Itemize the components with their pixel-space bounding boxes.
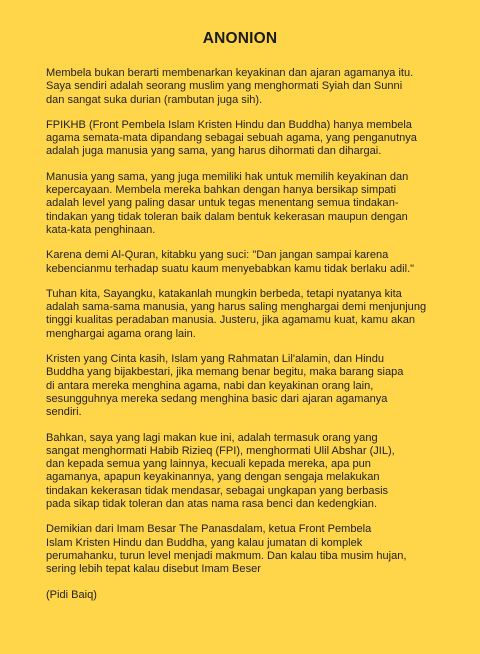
text-line: Buddha yang bijakbestari, jika memang benar begitu, maka barang siapa [46, 366, 404, 379]
document-title: ANONION [202, 30, 278, 47]
text-line: agama semata-mata dipandang sebagai sebuah agama, yang penganutnya [46, 132, 417, 145]
text-line: tinggi kualitas peradaban manusia. Justeru, jika agamamu kuat, kamu akan [46, 314, 416, 327]
paragraph-7 [46, 432, 462, 512]
text-line: agamanya, apapun keyakinannya, yang dengan sengaja melakukan [46, 471, 380, 484]
signature-paragraph [46, 589, 462, 602]
text-line: perumahanku, turun level menjadi makmum. Dan kalau tiba musim hujan, [46, 549, 407, 562]
text-line: sendiri. [46, 406, 82, 419]
text-line: FPIKHB (Front Pembela Islam Kristen Hindu dan Buddha) hanya membela [46, 118, 412, 131]
text-line: Bahkan, saya yang lagi makan kue ini, adalah termasuk orang yang [46, 431, 378, 444]
author-signature: (Pidi Baiq) [46, 588, 97, 601]
text-line: Demikian dari Imam Besar The Panasdalam, ketua Front Pembela [46, 523, 372, 536]
text-line: Membela bukan berarti membenarkan keyakinan dan ajaran agamanya itu. [46, 67, 414, 79]
text-line: Saya sendiri adalah seorang muslim yang menghormati Syiah dan Sunni [46, 80, 403, 93]
paragraph-5 [46, 288, 462, 341]
text-line: di antara mereka menghina agama, nabi dan keyakinan orang lain, [46, 379, 374, 392]
text-line: dan kepada semua yang lainnya, kecuali kepada mereka, apa pun [46, 458, 371, 471]
text-line: sangat menghormati Habib Rizieq (FPI), menghormati Ulil Abshar (JIL), [46, 444, 395, 457]
text-line: menghargai agama orang lain. [46, 327, 196, 340]
text-line: Islam Kristen Hindu dan Buddha, yang kalau jumatan di komplek [46, 536, 363, 549]
text-line: Tuhan kita, Sayangku, katakanlah mungkin berbeda, tetapi nyatanya kita [46, 287, 402, 300]
text-line: pada sikap tidak toleran dan atas nama rasa benci dan kedengkian. [46, 498, 378, 511]
text-line: dan sangat suka durian (rambutan juga sih). [46, 93, 263, 106]
text-line: Manusia yang sama, yang juga memiliki hak untuk memilih keyakinan dan [46, 170, 409, 183]
paragraph-1 [46, 67, 462, 107]
text-line: sesungguhnya mereka sedang menghina basic dari ajaran agamanya [46, 392, 388, 405]
paragraph-6 [46, 353, 462, 419]
text-line: adalah juga manusia yang sama, yang harus dihormati dan dihargai. [46, 145, 382, 158]
text-line: sering lebih tepat kalau disebut Imam Beser [46, 563, 261, 576]
text-line: kata-kata penghinaan. [46, 223, 156, 236]
text-line: Karena demi Al-Quran, kitabku yang suci: "Dan jangan sampai karena [46, 249, 389, 262]
text-line: Kristen yang Cinta kasih, Islam yang Rahmatan Lil'alamin, dan Hindu [46, 353, 384, 366]
paragraph-2 [46, 119, 462, 159]
text-line: kepercayaan. Membela mereka bahkan dengan hanya bersikap simpati [46, 184, 397, 197]
text-line: adalah sama-sama manusia, yang harus saling menghargai demi menjunjung [46, 301, 427, 314]
text-line: tindakan yang tidak toleran baik dalam bentuk kekerasan maupun dengan [46, 210, 408, 223]
paragraph-8 [46, 523, 462, 576]
document-body [46, 67, 462, 614]
text-line: tindakan kekerasan tidak mendasar, sebagai ungkapan yang berbasis [46, 484, 389, 497]
paragraph-4 [46, 249, 462, 276]
paragraph-3 [46, 171, 462, 237]
text-line: kebencianmu terhadap suatu kaum menyebabkan kamu tidak berlaku adil." [46, 262, 415, 275]
text-line: adalah level yang paling dasar untuk tegas menentang semua tindakan- [46, 197, 399, 210]
